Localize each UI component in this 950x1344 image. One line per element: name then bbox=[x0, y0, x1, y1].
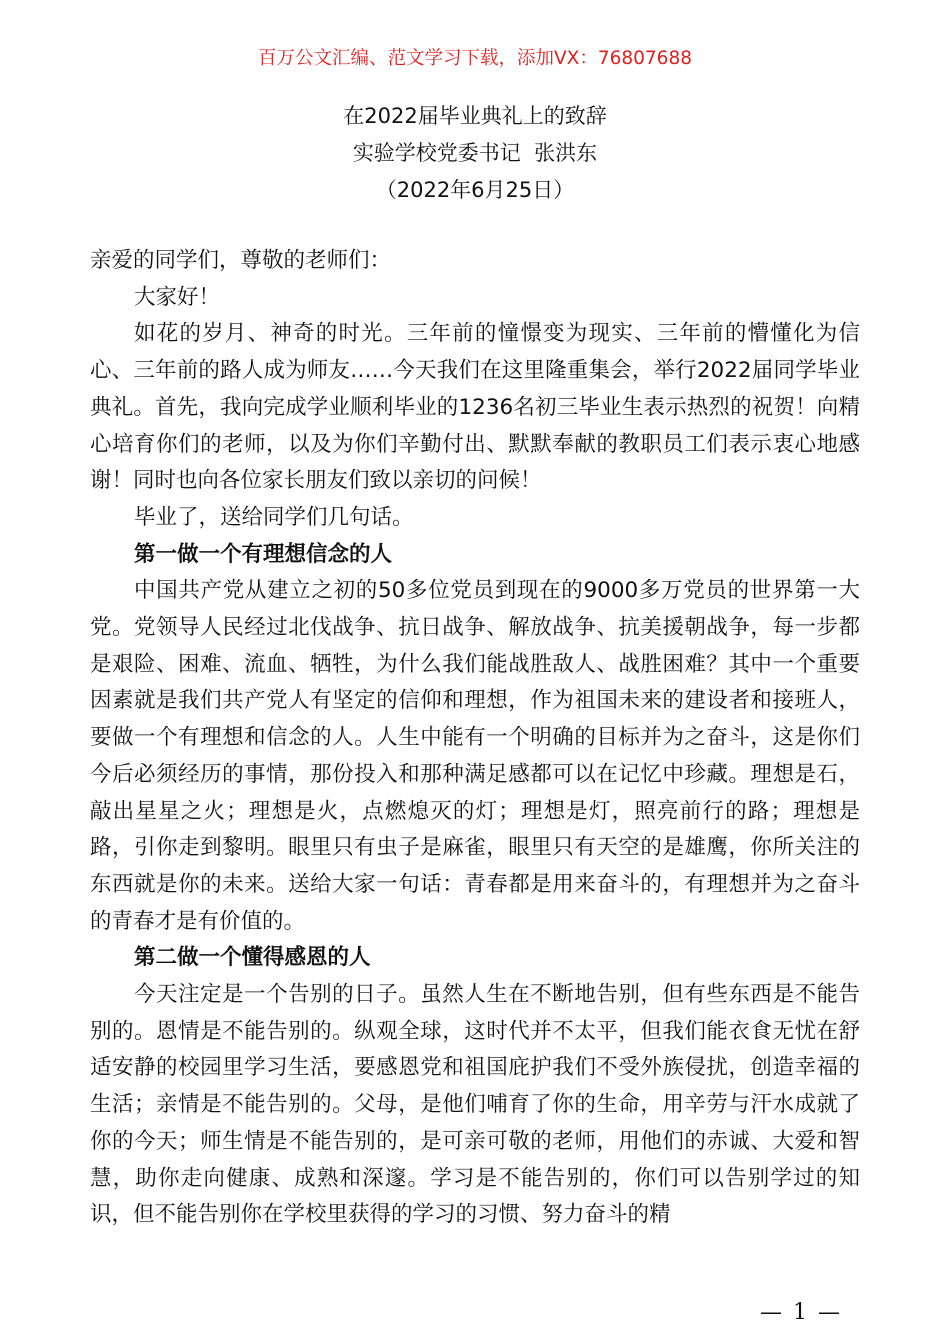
document-body bbox=[90, 243, 860, 1234]
section-heading-2: 第二做一个懂得感恩的人 bbox=[134, 945, 371, 971]
section-text-2: 今天注定是一个告别的日子。虽然人生在不断地告别，但有些东西是不能告别的。恩情是不能告别的。纵观全球，这时代并不太平，但我们能衣食无忧在舒适安静的校园里学习生活，要感恩党和祖国庇护我们不受外族侵扰，创造幸福的生活；亲情是不能告别的。父母，是他们哺育了你的生命，用辛劳与汗水成就了你的今天；师生情是不能告别的，是可亲可敬的老师，用他们的赤诚、大爱和智慧，助你走向健康、成熟和深邃。学习是不能告别的，你们可以告别学过的知识，但不能告别你在学校里获得的学习的习惯、努力奋斗的精 bbox=[90, 982, 860, 1228]
section-text-1: 中国共产党从建立之初的50多位党员到现在的9000多万党员的世界第一大党。党领导人民经过北伐战争、抗日战争、解放战争、抗美援朝战争，每一步都是艰险、困难、流血、牺牲，为什么我们能战胜敌人、战胜困难？其中一个重要因素就是我们共产党人有坚定的信仰和理想，作为祖国未来的建设者和接班人，要做一个有理想和信念的人。人生中能有一个明确的目标并为之奋斗，这是你们今后必须经历的事情，那份投入和那种满足感都可以在记忆中珍藏。理想是石，敲出星星之火；理想是火，点燃熄灭的灯；理想是灯，照亮前行的路；理想是路，引你走到黎明。眼里只有虫子是麻雀，眼里只有天空的是雄鹰，你所关注的东西就是你的未来。送给大家一句话：青春都是用来奋斗的，有理想并为之奋斗的青春才是有价值的。 bbox=[90, 578, 860, 934]
section-heading-1: 第一做一个有理想信念的人 bbox=[134, 541, 393, 567]
watermark-banner: 百万公文汇编、范文学习下载，添加VX：76807688 bbox=[258, 48, 692, 69]
greeting: 大家好！ bbox=[134, 284, 221, 310]
salutation: 亲爱的同学们，尊敬的老师们： bbox=[90, 248, 392, 273]
document-author: 实验学校党委书记 张洪东 bbox=[352, 141, 598, 165]
page-number: — 1 — bbox=[760, 1300, 842, 1325]
paragraph-transition: 毕业了，送给同学们几句话。 bbox=[134, 504, 414, 530]
paragraph-intro: 如花的岁月、神奇的时光。三年前的憧憬变为现实、三年前的懵懂化为信心、三年前的路人成为师友……今天我们在这里隆重集会，举行2022届同学毕业典礼。首先，我向完成学业顺利毕业的1236名初三毕业生表示热烈的祝贺！向精心培育你们的老师，以及为你们辛勤付出、默默奉献的教职员工们表示衷心地感谢！同时也向各位家长朋友们致以亲切的问候！ bbox=[90, 321, 860, 494]
document-title: 在2022届毕业典礼上的致辞 bbox=[343, 104, 607, 128]
title-block bbox=[0, 98, 950, 209]
document-date: （2022年6月25日） bbox=[375, 178, 575, 202]
